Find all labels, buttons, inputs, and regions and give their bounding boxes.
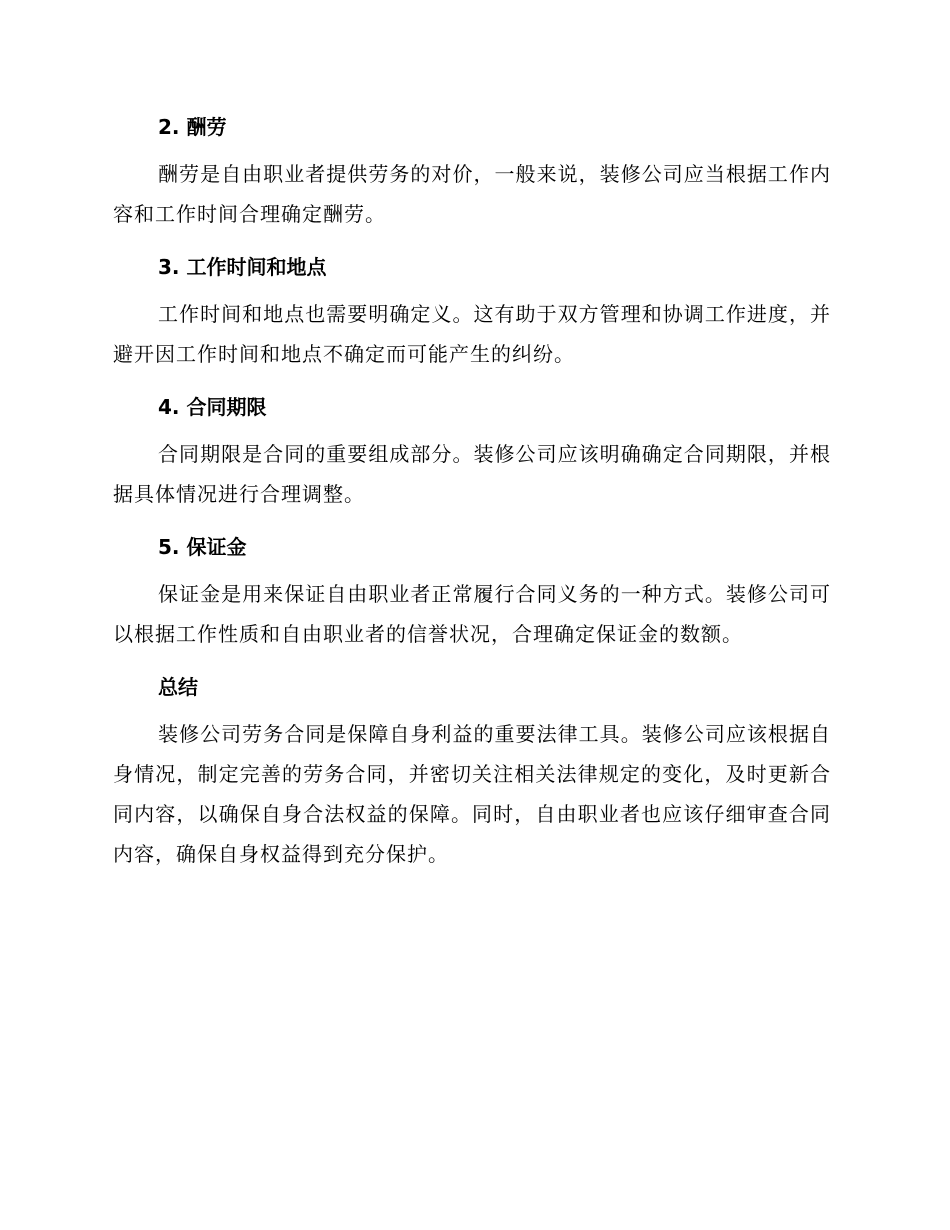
section-text-summary: 装修公司劳务合同是保障自身利益的重要法律工具。装修公司应该根据自身情况，制定完善的劳务合同，并密切关注相关法律规定的变化，及时更新合同内容，以确保自身合法权益的保障。同时，自由职业者也应该仔细审查合同内容，确保自身权益得到充分保护。 — [113, 722, 831, 866]
section-text-work-time-location: 工作时间和地点也需要明确定义。这有助于双方管理和协调工作进度，并避开因工作时间和地点不确定而可能产生的纠纷。 — [113, 302, 831, 366]
section-heading-summary: 总结 — [158, 675, 198, 699]
section-text-contract-term: 合同期限是合同的重要组成部分。装修公司应该明确确定合同期限，并根据具体情况进行合理调整。 — [113, 442, 831, 506]
section-text-deposit: 保证金是用来保证自由职业者正常履行合同义务的一种方式。装修公司可以根据工作性质和自由职业者的信誉状况，合理确定保证金的数额。 — [113, 582, 831, 646]
section-heading-contract-term: 4. 合同期限 — [158, 395, 267, 419]
document-body — [113, 108, 831, 888]
section-heading-work-time-location: 3. 工作时间和地点 — [158, 255, 327, 279]
section-heading-remuneration: 2. 酬劳 — [158, 115, 227, 139]
section-heading-deposit: 5. 保证金 — [158, 535, 247, 559]
section-text-remuneration: 酬劳是自由职业者提供劳务的对价，一般来说，装修公司应当根据工作内容和工作时间合理确定酬劳。 — [113, 162, 831, 226]
